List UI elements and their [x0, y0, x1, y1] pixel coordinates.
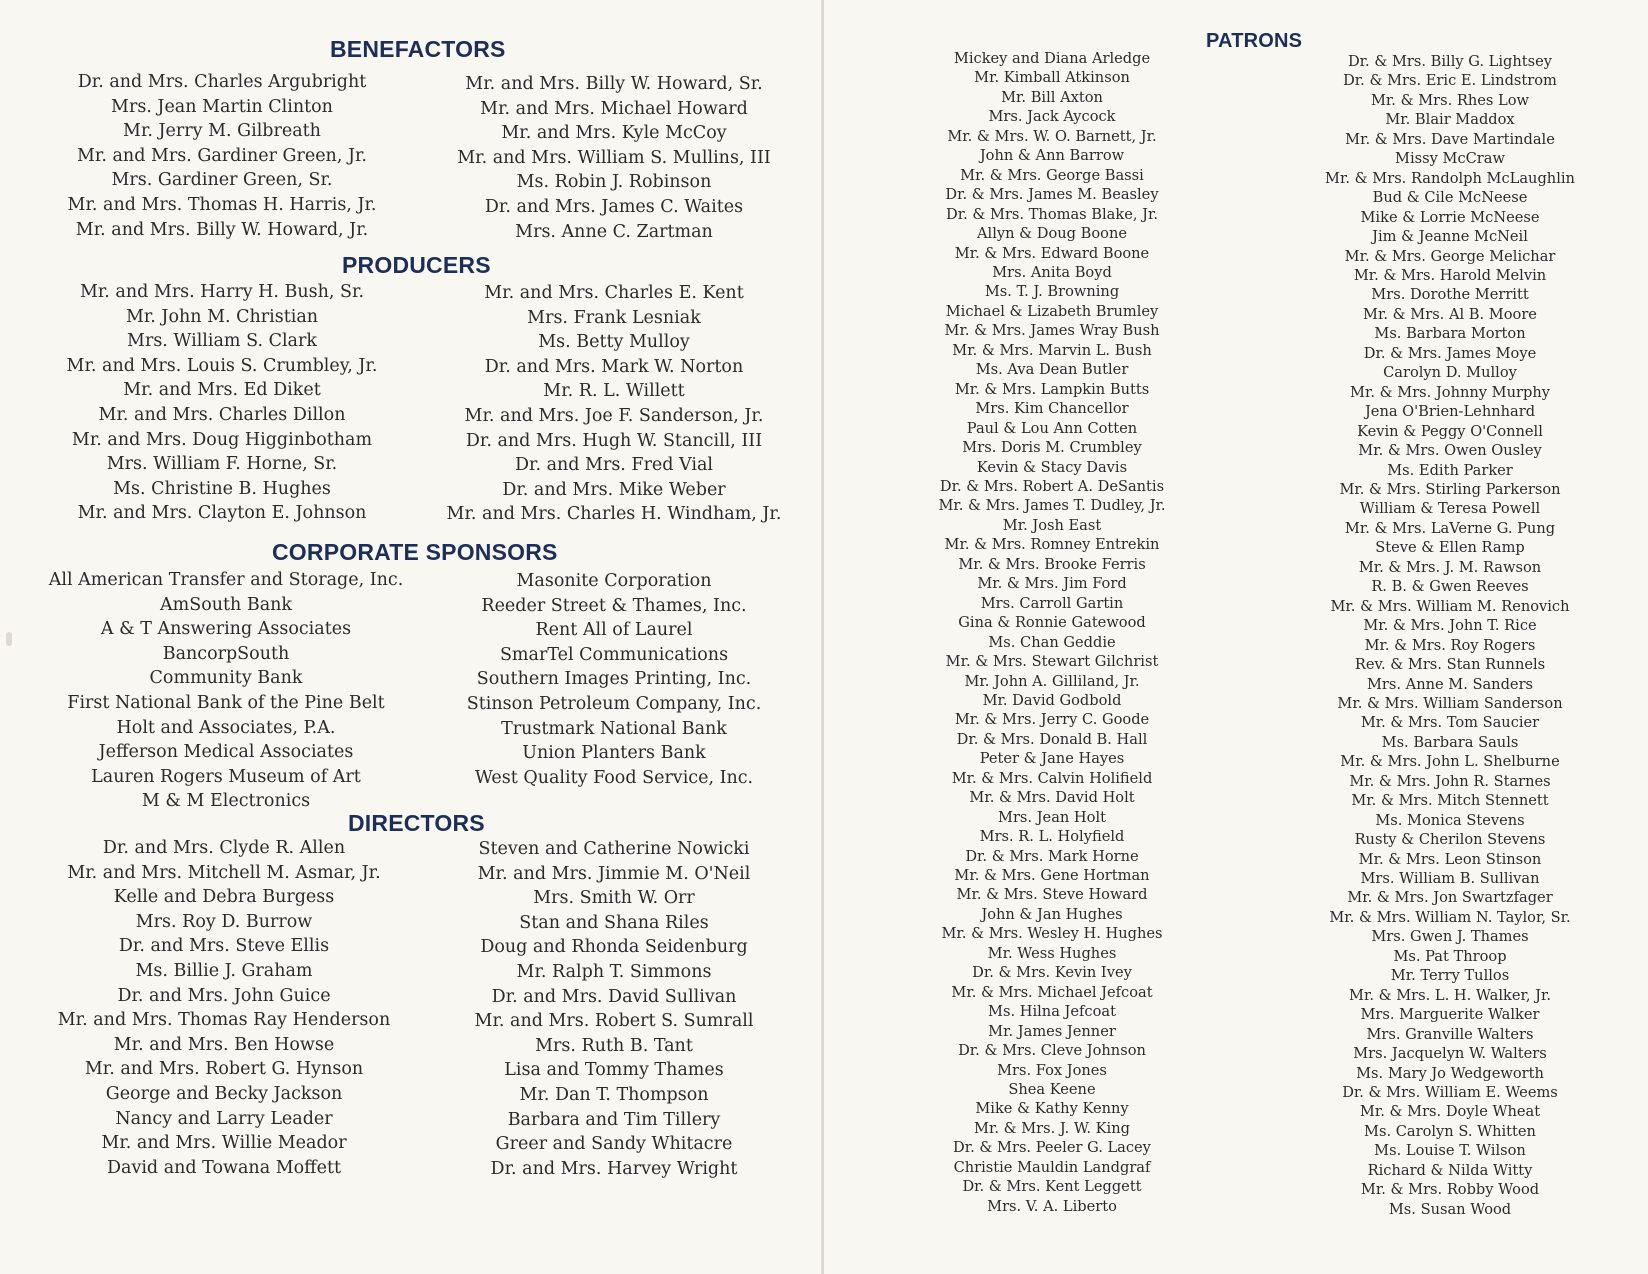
- name-entry: Mike & Kathy Kenny: [975, 1100, 1129, 1118]
- name-entry: Mr. & Mrs. Al B. Moore: [1363, 305, 1537, 323]
- name-entry: M & M Electronics: [141, 791, 311, 812]
- name-entry: Dr. & Mrs. Thomas Blake, Jr.: [946, 205, 1158, 223]
- name-entry: Steve & Ellen Ramp: [1375, 539, 1525, 557]
- name-entry: John & Jan Hughes: [981, 905, 1123, 923]
- name-entry: Mr. & Mrs. George Bassi: [960, 166, 1144, 184]
- name-entry: Mr. & Mrs. Robby Wood: [1360, 1181, 1540, 1199]
- name-entry: Mr. and Mrs. Thomas Ray Henderson: [57, 1010, 391, 1031]
- name-entry: Mrs. V. A. Liberto: [987, 1197, 1117, 1215]
- name-entry: Ms. Susan Wood: [1388, 1200, 1512, 1218]
- name-entry: Mr. & Mrs. Romney Entrekin: [944, 536, 1160, 554]
- name-entry: Ms. Ava Dean Butler: [975, 361, 1129, 379]
- name-entry: Mr. Dan T. Thompson: [519, 1084, 709, 1105]
- left-page: [0, 0, 822, 1274]
- name-entry: AmSouth Bank: [159, 594, 293, 615]
- name-entry: Mr. & Mrs. Stirling Parkerson: [1339, 480, 1561, 498]
- name-entry: BancorpSouth: [162, 643, 290, 664]
- name-entry: Dr. and Mrs. Harvey Wright: [490, 1158, 738, 1179]
- name-entry: Dr. and Mrs. Charles Argubright: [77, 72, 367, 92]
- name-entry: Mrs. Marguerite Walker: [1360, 1006, 1540, 1024]
- name-entry: Mr. & Mrs. Jon Swartzfager: [1347, 889, 1553, 907]
- name-entry: Jim & Jeanne McNeil: [1372, 228, 1528, 246]
- benefactors-left-column: [22, 70, 422, 242]
- name-entry: Mr. and Mrs. Robert G. Hynson: [84, 1059, 364, 1080]
- name-entry: Mrs. Carroll Gartin: [980, 594, 1124, 612]
- name-entry: Mr. & Mrs. Lampkin Butts: [954, 380, 1150, 398]
- name-entry: Mr. and Mrs. Joe F. Sanderson, Jr.: [464, 405, 764, 426]
- benefactors-heading: BENEFACTORS: [330, 36, 506, 62]
- name-entry: Missy McCraw: [1395, 150, 1505, 168]
- name-entry: Mrs. Anne C. Zartman: [515, 221, 713, 242]
- name-entry: Richard & Nilda Witty: [1367, 1161, 1533, 1179]
- name-entry: Mr. & Mrs. John R. Starnes: [1349, 772, 1551, 790]
- name-entry: Mr. and Mrs. Robert S. Sumrall: [474, 1011, 754, 1032]
- name-entry: John & Ann Barrow: [979, 147, 1125, 165]
- name-entry: Mrs. William S. Clark: [127, 331, 317, 352]
- name-entry: Dr. & Mrs. William E. Weems: [1342, 1084, 1558, 1102]
- name-entry: Dr. & Mrs. James Moye: [1363, 344, 1537, 362]
- name-entry: Mrs. Frank Lesniak: [527, 307, 701, 328]
- name-entry: Mr. & Mrs. Rhes Low: [1370, 91, 1530, 109]
- name-entry: Ms. Mary Jo Wedgeworth: [1356, 1064, 1544, 1082]
- name-entry: Ms. Pat Throop: [1393, 947, 1507, 965]
- name-entry: Ms. Billie J. Graham: [135, 960, 313, 981]
- name-entry: Mr. & Mrs. Jim Ford: [977, 575, 1127, 593]
- name-entry: Dr. and Mrs. David Sullivan: [491, 986, 737, 1007]
- directors-right-column: [414, 837, 814, 1181]
- name-entry: Dr. and Mrs. Clyde R. Allen: [102, 838, 346, 858]
- name-entry: Mr. R. L. Willett: [543, 381, 685, 402]
- name-entry: Ms. Edith Parker: [1387, 461, 1513, 479]
- name-entry: Mrs. Doris M. Crumbley: [962, 439, 1142, 457]
- name-entry: Mrs. Jean Martin Clinton: [111, 96, 333, 117]
- name-entry: Mr. and Mrs. Michael Howard: [480, 98, 748, 119]
- name-entry: Mr. and Mrs. Harry H. Bush, Sr.: [79, 282, 365, 302]
- name-entry: SmarTel Communications: [499, 644, 729, 665]
- name-entry: Mr. Bill Axton: [1001, 88, 1103, 106]
- name-entry: Mr. & Mrs. James T. Dudley, Jr.: [938, 497, 1166, 515]
- name-entry: Mr. & Mrs. James Wray Bush: [944, 322, 1160, 340]
- name-entry: Kevin & Stacy Davis: [976, 458, 1128, 476]
- directors-left-column: [24, 836, 424, 1180]
- name-entry: Mr. & Mrs. Dave Martindale: [1345, 130, 1555, 148]
- name-entry: Mrs. Gardiner Green, Sr.: [111, 170, 333, 191]
- name-entry: Mrs. William F. Horne, Sr.: [106, 454, 338, 475]
- corporate-right-column: [414, 569, 814, 790]
- name-entry: Mr. & Mrs. George Melichar: [1344, 247, 1556, 265]
- name-entry: Ms. Christine B. Hughes: [113, 478, 331, 499]
- name-entry: Ms. Louise T. Wilson: [1374, 1142, 1526, 1160]
- name-entry: Mr. and Mrs. Ed Diket: [123, 380, 321, 401]
- patrons-heading: PATRONS: [1206, 30, 1303, 52]
- name-entry: Holt and Associates, P.A.: [116, 717, 336, 738]
- name-entry: Mr. David Godbold: [982, 691, 1122, 709]
- name-entry: Rent All of Laurel: [535, 620, 693, 641]
- name-entry: Mr. Kimball Atkinson: [974, 69, 1130, 87]
- name-entry: Mrs. William B. Sullivan: [1360, 870, 1540, 888]
- name-entry: Mr. & Mrs. Roy Rogers: [1364, 636, 1536, 654]
- name-entry: First National Bank of the Pine Belt: [67, 692, 385, 713]
- name-entry: Lauren Rogers Museum of Art: [91, 766, 361, 787]
- name-entry: Christie Mauldin Landgraf: [953, 1158, 1151, 1176]
- name-entry: Dr. and Mrs. John Guice: [117, 985, 331, 1006]
- name-entry: Jefferson Medical Associates: [98, 742, 354, 763]
- name-entry: Mr. John M. Christian: [125, 306, 319, 327]
- name-entry: Mr. Ralph T. Simmons: [516, 961, 712, 982]
- name-entry: Mr. and Mrs. Charles H. Windham, Jr.: [446, 504, 782, 525]
- name-entry: Jena O'Brien-Lehnhard: [1364, 403, 1536, 421]
- name-entry: Mr. & Mrs. Edward Boone: [954, 244, 1150, 262]
- name-entry: Ms. Robin J. Robinson: [516, 172, 712, 193]
- name-entry: Mr. James Jenner: [988, 1022, 1116, 1040]
- name-entry: Mr. Wess Hughes: [987, 944, 1117, 962]
- name-entry: Dr. and Mrs. Fred Vial: [514, 455, 714, 476]
- name-entry: Mr. and Mrs. Billy W. Howard, Sr.: [465, 74, 763, 94]
- name-entry: Doug and Rhonda Seidenburg: [480, 937, 748, 958]
- name-entry: Mrs. Jean Holt: [998, 808, 1106, 826]
- name-entry: Mr. & Mrs. Wesley H. Hughes: [941, 925, 1163, 943]
- name-entry: Nancy and Larry Leader: [115, 1108, 333, 1129]
- name-entry: Mr. & Mrs. Stewart Gilchrist: [945, 653, 1159, 671]
- name-entry: Dr. & Mrs. Robert A. DeSantis: [939, 477, 1165, 495]
- name-entry: Masonite Corporation: [516, 571, 712, 591]
- benefactors-right-column: [414, 72, 814, 244]
- producers-right-column: [414, 281, 814, 527]
- name-entry: Carolyn D. Mulloy: [1383, 364, 1517, 382]
- name-entry: Dr. & Mrs. Kent Leggett: [962, 1178, 1142, 1196]
- name-entry: Dr. & Mrs. Donald B. Hall: [956, 730, 1148, 748]
- name-entry: Trustmark National Bank: [501, 718, 727, 739]
- name-entry: Ms. Chan Geddie: [988, 633, 1116, 651]
- name-entry: Mrs. Jack Aycock: [988, 108, 1116, 126]
- name-entry: Mr. & Mrs. Brooke Ferris: [958, 555, 1146, 573]
- name-entry: Mr. and Mrs. Billy W. Howard, Jr.: [75, 219, 369, 240]
- name-entry: Dr. & Mrs. James M. Beasley: [945, 186, 1159, 204]
- name-entry: Mr. & Mrs. W. O. Barnett, Jr.: [947, 127, 1157, 145]
- name-entry: A & T Answering Associates: [100, 619, 352, 640]
- name-entry: Mrs. Ruth B. Tant: [535, 1035, 693, 1056]
- name-entry: Ms. Hilna Jefcoat: [988, 1003, 1116, 1021]
- name-entry: Mr. & Mrs. Randolph McLaughlin: [1325, 169, 1575, 187]
- name-entry: Mr. & Mrs. LaVerne G. Pung: [1344, 519, 1556, 537]
- name-entry: Mr. & Mrs. L. H. Walker, Jr.: [1349, 986, 1551, 1004]
- name-entry: Greer and Sandy Whitacre: [495, 1134, 733, 1155]
- name-entry: Mrs. Kim Chancellor: [975, 400, 1129, 418]
- producers-heading: PRODUCERS: [342, 252, 491, 278]
- name-entry: Ms. Carolyn S. Whitten: [1364, 1122, 1536, 1140]
- corporate-sponsors-heading: CORPORATE SPONSORS: [272, 539, 558, 565]
- name-entry: Mickey and Diana Arledge: [953, 50, 1151, 67]
- name-entry: Lisa and Tommy Thames: [504, 1060, 724, 1081]
- name-entry: Mrs. Anita Boyd: [992, 263, 1112, 281]
- name-entry: Mr. and Mrs. Charles Dillon: [98, 404, 346, 425]
- name-entry: Steven and Catherine Nowicki: [478, 839, 750, 859]
- name-entry: West Quality Food Service, Inc.: [474, 767, 754, 788]
- right-page: [824, 0, 1648, 1274]
- name-entry: Dr. and Mrs. Hugh W. Stancill, III: [465, 430, 763, 451]
- name-entry: Dr. & Mrs. Billy G. Lightsey: [1347, 53, 1553, 70]
- name-entry: Mr. & Mrs. John T. Rice: [1363, 617, 1537, 635]
- name-entry: Mr. Jerry M. Gilbreath: [123, 121, 321, 142]
- corporate-left-column: [26, 568, 426, 814]
- name-entry: Dr. and Mrs. Mark W. Norton: [484, 356, 744, 377]
- name-entry: Mr. & Mrs. Marvin L. Bush: [952, 341, 1152, 359]
- name-entry: Ms. Betty Mulloy: [538, 332, 690, 353]
- name-entry: Kelle and Debra Burgess: [113, 887, 335, 908]
- name-entry: Mr. Blair Maddox: [1385, 111, 1515, 129]
- name-entry: Dr. & Mrs. Kevin Ivey: [972, 964, 1132, 982]
- name-entry: Mr. & Mrs. William Sanderson: [1337, 694, 1563, 712]
- directors-heading: DIRECTORS: [348, 810, 485, 836]
- name-entry: Mike & Lorrie McNeese: [1360, 208, 1540, 226]
- paper-speck: [6, 632, 12, 646]
- name-entry: Barbara and Tim Tillery: [507, 1109, 721, 1130]
- name-entry: Dr. and Mrs. James C. Waites: [484, 196, 744, 217]
- name-entry: George and Becky Jackson: [105, 1083, 343, 1104]
- name-entry: Mr. & Mrs. Steve Howard: [956, 886, 1148, 904]
- name-entry: Allyn & Doug Boone: [977, 225, 1127, 243]
- name-entry: Mr. & Mrs. John L. Shelburne: [1340, 753, 1560, 771]
- name-entry: R. B. & Gwen Reeves: [1371, 578, 1529, 596]
- name-entry: Mr. and Mrs. Willie Meador: [101, 1133, 347, 1154]
- name-entry: Mr. & Mrs. David Holt: [969, 789, 1135, 807]
- name-entry: Mr. and Mrs. Charles E. Kent: [484, 283, 744, 303]
- name-entry: Stan and Shana Riles: [519, 912, 709, 933]
- name-entry: David and Towana Moffett: [106, 1157, 342, 1178]
- name-entry: Mr. & Mrs. Johnny Murphy: [1350, 383, 1550, 401]
- name-entry: Mr. & Mrs. Jerry C. Goode: [954, 711, 1150, 729]
- name-entry: Mr. Terry Tullos: [1390, 967, 1510, 985]
- name-entry: Stinson Petroleum Company, Inc.: [466, 693, 762, 714]
- name-entry: Reeder Street & Thames, Inc.: [481, 595, 747, 616]
- name-entry: Paul & Lou Ann Cotten: [966, 419, 1138, 437]
- name-entry: Southern Images Printing, Inc.: [476, 669, 752, 690]
- name-entry: Michael & Lizabeth Brumley: [945, 302, 1159, 320]
- name-entry: Kevin & Peggy O'Connell: [1357, 422, 1543, 440]
- patrons-right-column: [1300, 52, 1600, 1219]
- name-entry: Mrs. Roy D. Burrow: [135, 911, 313, 932]
- name-entry: Mr. & Mrs. William N. Taylor, Sr.: [1329, 908, 1571, 926]
- name-entry: Ms. Barbara Sauls: [1381, 733, 1519, 751]
- name-entry: Mrs. Smith W. Orr: [533, 888, 695, 909]
- name-entry: Rusty & Cherilon Stevens: [1354, 831, 1546, 849]
- name-entry: Mr. & Mrs. Tom Saucier: [1360, 714, 1540, 732]
- name-entry: Gina & Ronnie Gatewood: [958, 614, 1146, 632]
- name-entry: Ms. T. J. Browning: [984, 283, 1120, 301]
- name-entry: Mr. and Mrs. Kyle McCoy: [501, 123, 727, 144]
- name-entry: Peter & Jane Hayes: [979, 750, 1125, 768]
- name-entry: Mr. John A. Gilliland, Jr.: [964, 672, 1140, 690]
- name-entry: Mr. and Mrs. Doug Higginbotham: [71, 429, 373, 450]
- name-entry: Ms. Monica Stevens: [1375, 811, 1525, 829]
- name-entry: Mr. & Mrs. J. M. Rawson: [1358, 558, 1542, 576]
- name-entry: Mrs. Dorothe Merritt: [1371, 286, 1529, 304]
- name-entry: Mr. and Mrs. William S. Mullins, III: [457, 147, 771, 168]
- name-entry: Rev. & Mrs. Stan Runnels: [1354, 656, 1546, 674]
- name-entry: Dr. & Mrs. Cleve Johnson: [958, 1042, 1146, 1060]
- name-entry: Mr. and Mrs. Clayton E. Johnson: [77, 503, 367, 524]
- name-entry: Mrs. Fox Jones: [997, 1061, 1107, 1079]
- patrons-left-column: [902, 49, 1202, 1216]
- name-entry: Mrs. Gwen J. Thames: [1371, 928, 1529, 946]
- name-entry: Mrs. Anne M. Sanders: [1366, 675, 1534, 693]
- name-entry: Ms. Barbara Morton: [1374, 325, 1526, 343]
- name-entry: Dr. and Mrs. Steve Ellis: [118, 936, 330, 957]
- name-entry: Mr. & Mrs. Harold Melvin: [1353, 266, 1547, 284]
- name-entry: Mr. & Mrs. Doyle Wheat: [1359, 1103, 1541, 1121]
- name-entry: Community Bank: [149, 668, 303, 689]
- name-entry: Dr. & Mrs. Mark Horne: [965, 847, 1139, 865]
- name-entry: Mr. & Mrs. Owen Ousley: [1358, 442, 1542, 460]
- name-entry: Mr. & Mrs. Gene Hortman: [954, 867, 1150, 885]
- name-entry: Mr. and Mrs. Gardiner Green, Jr.: [77, 145, 367, 166]
- name-entry: Mr. & Mrs. J. W. King: [974, 1119, 1130, 1137]
- name-entry: Mr. & Mrs. Michael Jefcoat: [951, 983, 1153, 1001]
- name-entry: Mrs. Granville Walters: [1366, 1025, 1534, 1043]
- name-entry: Mrs. R. L. Holyfield: [979, 828, 1125, 846]
- name-entry: Mr. & Mrs. Leon Stinson: [1358, 850, 1542, 868]
- name-entry: All American Transfer and Storage, Inc.: [48, 570, 404, 590]
- name-entry: Mr. & Mrs. William M. Renovich: [1330, 597, 1570, 615]
- name-entry: Mr. & Mrs. Calvin Holifield: [951, 769, 1153, 787]
- name-entry: William & Teresa Powell: [1359, 500, 1541, 518]
- name-entry: Mr. and Mrs. Jimmie M. O'Neil: [477, 863, 751, 884]
- name-entry: Shea Keene: [1008, 1081, 1096, 1099]
- name-entry: Bud & Cile McNeese: [1372, 189, 1528, 207]
- name-entry: Mr. & Mrs. Mitch Stennett: [1351, 792, 1549, 810]
- name-entry: Mr. and Mrs. Louis S. Crumbley, Jr.: [66, 355, 378, 376]
- name-entry: Mr. and Mrs. Ben Howse: [113, 1034, 335, 1055]
- producers-left-column: [22, 280, 422, 526]
- name-entry: Dr. & Mrs. Peeler G. Lacey: [953, 1139, 1151, 1157]
- name-entry: Mr. and Mrs. Thomas H. Harris, Jr.: [67, 194, 377, 215]
- name-entry: Dr. and Mrs. Mike Weber: [502, 479, 726, 500]
- name-entry: Mr. Josh East: [1002, 516, 1102, 534]
- name-entry: Dr. & Mrs. Eric E. Lindstrom: [1343, 72, 1557, 90]
- name-entry: Union Planters Bank: [522, 743, 706, 764]
- name-entry: Mrs. Jacquelyn W. Walters: [1353, 1045, 1547, 1063]
- name-entry: Mr. and Mrs. Mitchell M. Asmar, Jr.: [67, 862, 381, 883]
